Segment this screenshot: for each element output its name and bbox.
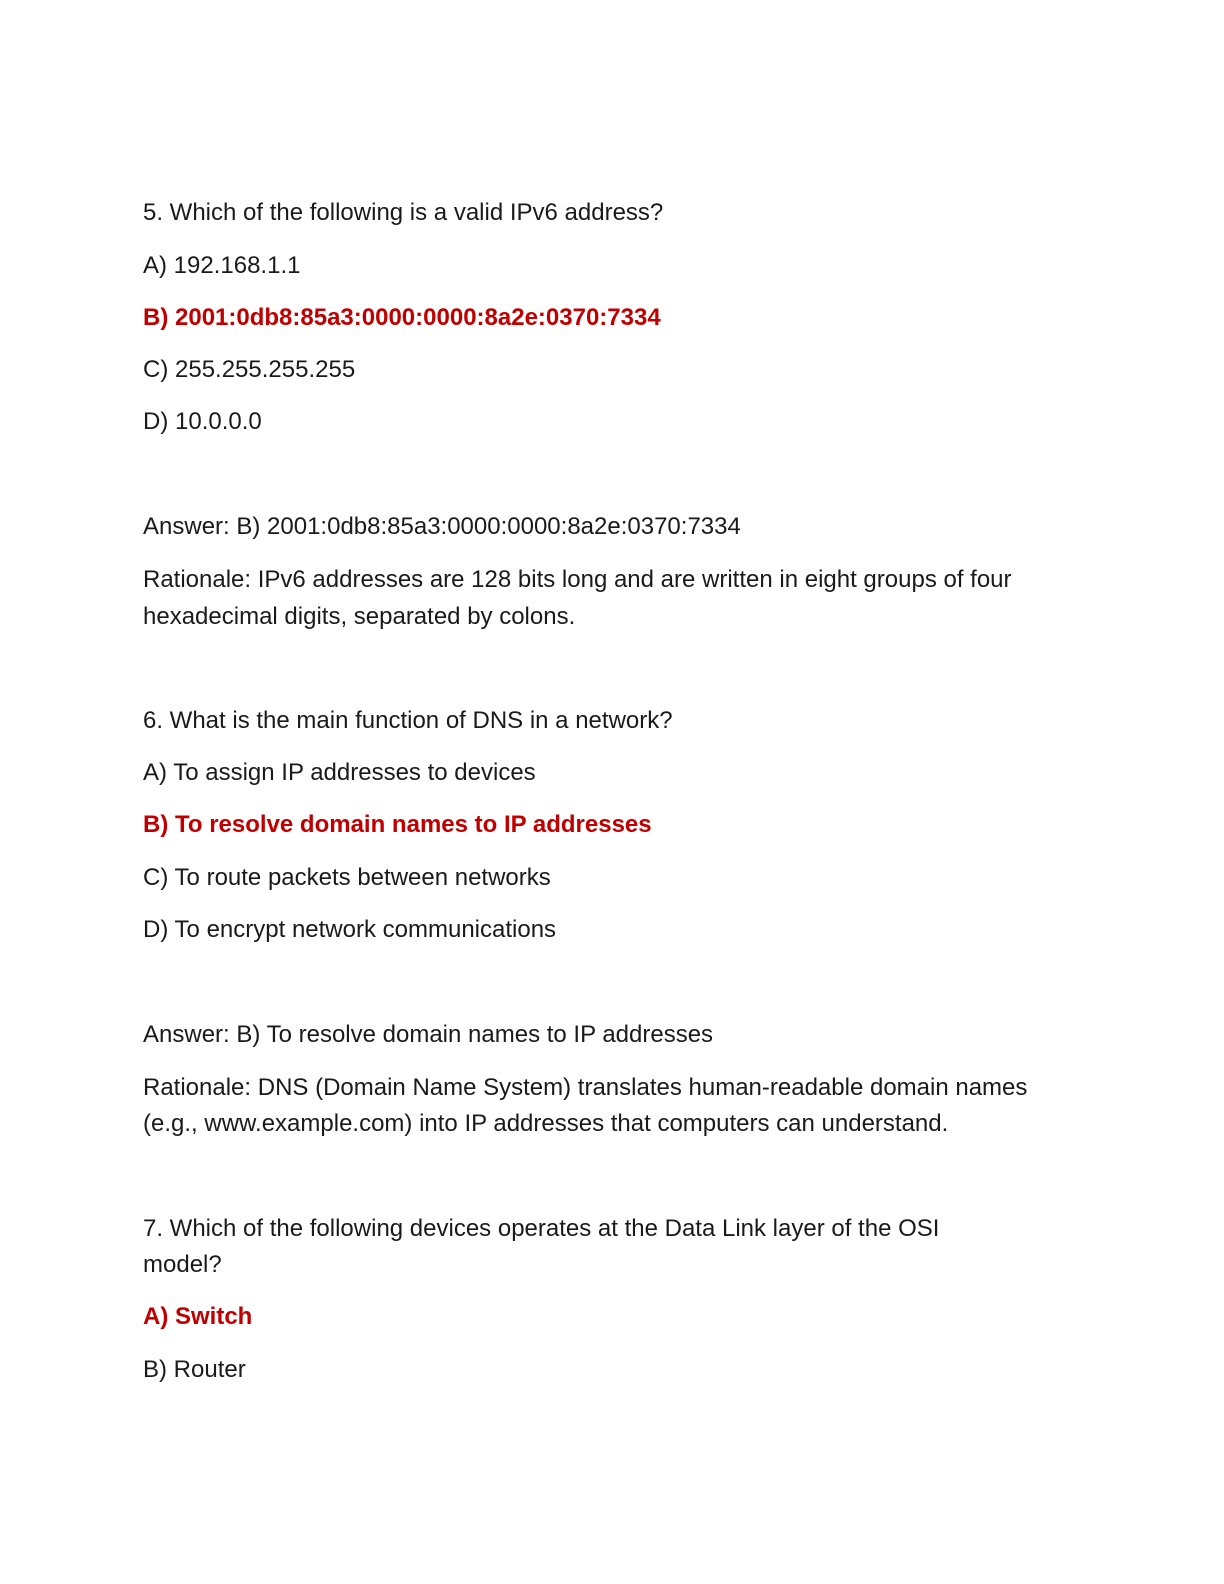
question-5-option-c: C) 255.255.255.255 [143,356,356,383]
question-6-answer: Answer: B) To resolve domain names to IP addresses [143,1021,714,1048]
question-6-rationale-line-2: (e.g., www.example.com) into IP addresses that computers can understand. [143,1110,949,1137]
question-6-option-d: D) To encrypt network communications [143,916,557,943]
question-5-answer: Answer: B) 2001:0db8:85a3:0000:0000:8a2e:0370:7334 [143,513,741,540]
question-6-rationale-line-1: Rationale: DNS (Domain Name System) translates human-readable domain names [143,1074,1028,1101]
question-6-option-c: C) To route packets between networks [143,864,551,891]
question-6-option-b-correct: B) To resolve domain names to IP addresses [143,811,652,838]
question-5-rationale-line-2: hexadecimal digits, separated by colons. [143,603,576,630]
question-7-text-line-2: model? [143,1251,222,1278]
question-6-text: 6. What is the main function of DNS in a network? [143,707,673,734]
question-5-rationale-line-1: Rationale: IPv6 addresses are 128 bits long and are written in eight groups of four [143,566,1012,593]
question-5-option-d: D) 10.0.0.0 [143,408,262,435]
question-7-text-line-1: 7. Which of the following devices operates at the Data Link layer of the OSI [143,1215,940,1242]
question-5-option-a: A) 192.168.1.1 [143,252,301,279]
question-6-option-a: A) To assign IP addresses to devices [143,759,536,786]
question-5-text: 5. Which of the following is a valid IPv6 address? [143,199,664,226]
question-5-option-b-correct: B) 2001:0db8:85a3:0000:0000:8a2e:0370:7334 [143,304,661,331]
question-7-option-b: B) Router [143,1356,246,1383]
question-7-option-a-correct: A) Switch [143,1303,253,1330]
